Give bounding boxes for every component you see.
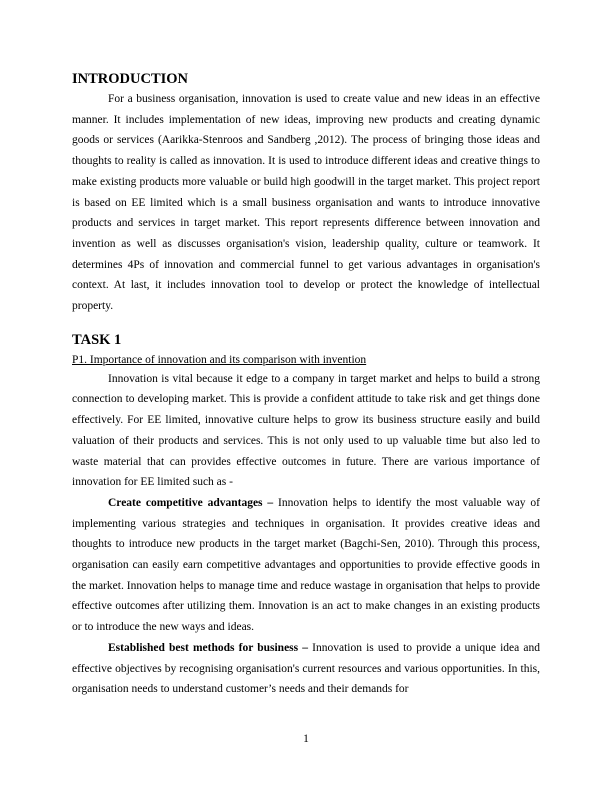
document-page bbox=[72, 70, 540, 700]
task1-heading: TASK 1 bbox=[72, 331, 122, 348]
introduction-heading: INTRODUCTION bbox=[72, 71, 189, 87]
task1-paragraph: Innovation is vital because it edge to a company in target market and helps to build a strong connection to developing market. This is provide a confident attitude to take risk and get things done effectively. For EE limited, innovative culture helps to grow its business structure easily and build valuation of their products and services. This is not only used to up valuable time but also led to waste material that can provides effective outcomes in future. There are various importance of innovation for EE limited such as - bbox=[72, 372, 540, 489]
best-methods-text: Innovation is used to provide a unique idea and effective objectives by recognising organisation's current resources and various opportunities. In this, organisation needs to understand customer’s needs and their demands for bbox=[72, 641, 541, 696]
best-methods-paragraph bbox=[72, 638, 540, 700]
competitive-advantages-title: Create competitive advantages – bbox=[108, 496, 274, 509]
introduction-paragraph: For a business organisation, innovation is used to create value and new ideas in an effective manner. It includes implementation of new ideas, improving new products and creating dynamic goods or services (Aarikka-Stenroos and Sandberg ,2012). The process of bringing those ideas and thoughts to reality is called as innovation. It is used to introduce different ideas and creative things to make existing products more valuable or build high goodwill in the target market. This project report is based on EE limited which is a small business organisation and wants to introduce innovative products and services in target market. This report represents difference between innovation and invention as well as discusses organisation's vision, leadership quality, culture or teamwork. It determines 4Ps of innovation and commercial funnel to get various advantages in organisation's context. At last, it includes innovation tool to develop or protect the knowledge of intellectual property. bbox=[72, 93, 540, 313]
best-methods-title: Established best methods for business – bbox=[108, 641, 309, 654]
competitive-advantages-paragraph bbox=[72, 493, 540, 638]
competitive-advantages-text: Innovation helps to identify the most valuable way of implementing various strategies and techniques in organisation. It provides creative ideas and thoughts to introduce new products in the target market (Bagchi-Sen, 2010). Through this process, organisation can easily earn competitive advantages and opportunities to provide effective goods in the market. Innovation helps to manage time and reduce wastage in organisation that helps to provide effective outcomes after utilizing them. Innovation is an act to make changes in an existing products or to introduce the new ways and ideas. bbox=[72, 496, 541, 634]
page-number: 1 bbox=[303, 733, 309, 745]
task1-subheading: P1. Importance of innovation and its comparison with invention bbox=[72, 353, 367, 366]
